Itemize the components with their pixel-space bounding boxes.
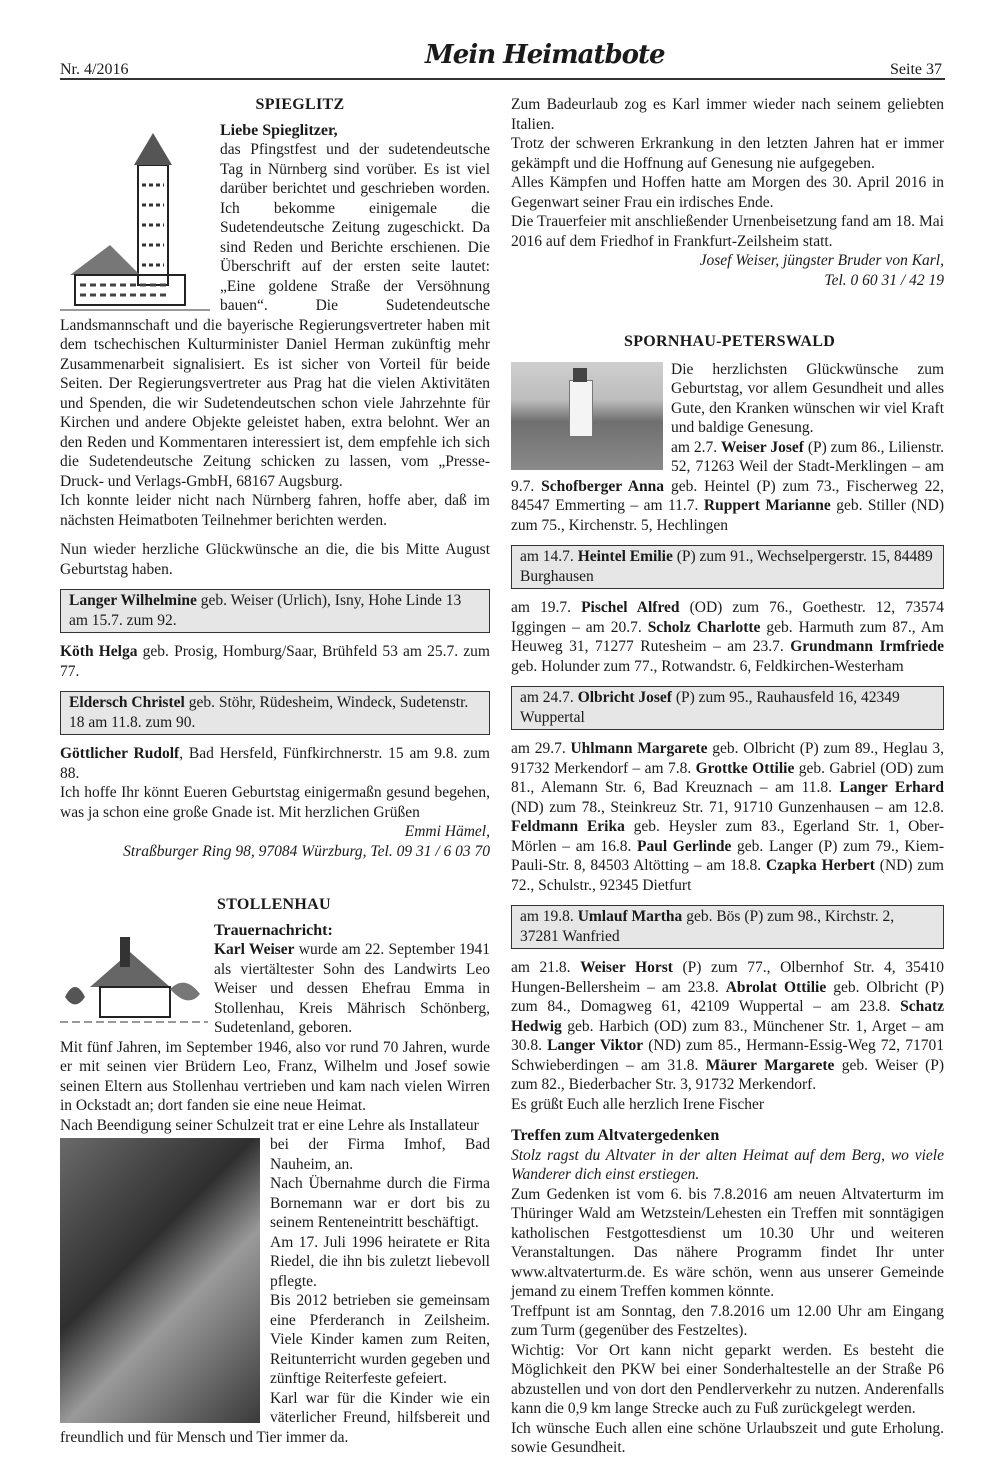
- paragraph: bei der Firma Imhof, Bad Nauheim, an.: [270, 1136, 490, 1173]
- entry-text: (P) zum 91., Wechselpergerstr. 15, 84489 Burghausen: [520, 548, 933, 585]
- newspaper-logo: Mein Heimatbote: [425, 40, 665, 70]
- entry-text: geb. Heysler zum 83., Egerland Str. 1, Ober-Mörlen – am 16.8.: [511, 818, 944, 855]
- entry-text: geb. Olbricht (P) zum 84., Domagweg 61, 42109 Wuppertal – am 23.8.: [511, 978, 944, 1015]
- person-name: Weiser Horst: [580, 959, 673, 976]
- person-name: Umlauf Martha: [577, 908, 683, 925]
- birthday-entry: [60, 744, 490, 783]
- entry-text: geb. Gabriel (OD) zum 81., Alemann Str. 6, Bad Kreuznach – am 11.8.: [511, 759, 944, 796]
- paragraph: das Pfingstfest und der sudetendeutsche Tag in Nürnberg sind vorüber. Es ist viel darüber berichtet und geschrieben worden. Ich bekomme einigemale die Sudetendeutsche Zeitung zugeschickt. Da sind Reden und Berichte erschienen. Die Überschrift auf der ersten seite lautet: „Eine goldene Straße der Versöhnung bauen“. Die Sudetendeutsche Landsmannschaft und die bayerische Regierungsvertreter haben mit dem tschechischen Kulturminister Daniel Herman zukünftig mehr Zusammenarbeit signalisiert. Es ist sicher von Vorteil für beide Seiten. Der Regierungsvertreter aus Prag hat die vielen Aktivitäten und Spenden, die wir Sudetendeutschen schon viele Jahrzehnte für Kirchen und andere Objekte geleistet haben, extra belohnt. Wer an den Reden und Kommentaren interessiert ist, dem empfehle ich sich die Sudetendeutsche Zeitung schicken zu lassen, vom „Presse-Druck- und Verlags-GmbH, 68167 Augsburg.: [60, 141, 490, 490]
- entry-text: am 14.7.: [520, 548, 578, 565]
- person-name: Mäurer Margarete: [705, 1056, 835, 1074]
- person-name: Abrolat Ottilie: [725, 978, 827, 996]
- entry-text: geb. Prosig, Homburg/Saar, Brühfeld 53 am 25.7. zum 77.: [60, 643, 490, 680]
- person-name: Langer Wilhelmine: [69, 592, 197, 609]
- issue-number: Nr. 4/2016: [60, 61, 129, 78]
- birthday-box: [511, 905, 944, 949]
- paragraph: Wichtig: Vor Ort kann nicht geparkt werden. Es besteht die Möglichkeit den PKW bei einer Sonderhaltestelle an der Straße P6 abzustellen und von dort den Pendlerverkehr zu nutzen. Anderenfalls kann die 0,9 km lange Strecke auch zu Fuß zurückgelegt werden.: [511, 1341, 944, 1417]
- entry-text: geb. Stiller (ND) zum 75., Kirchenstr. 5, Hechlingen: [511, 497, 944, 534]
- person-name: Göttlicher Rudolf: [60, 745, 180, 762]
- paragraph: Zum Badeurlaub zog es Karl immer wieder nach seinem geliebten Italien.: [511, 96, 944, 133]
- quote: Stolz ragst du Altvater in der alten Heimat auf dem Berg, wo viele Wanderer dich einst erstiegen.: [511, 1146, 944, 1183]
- entry-text: geb. Harbich (OD) zum 83., Münchener Str. 1, Arget – am 30.8.: [511, 1017, 944, 1054]
- section-title: SPORNHAU-PETERSWALD: [624, 333, 836, 350]
- entry-text: geb. Weiser (Urlich), Isny, Hohe Linde 13 am 15.7. zum 92.: [69, 592, 462, 629]
- birthday-box: [60, 691, 490, 735]
- entry-text: geb. Stöhr, Rüdesheim, Windeck, Sudetenstr. 18 am 11.8. zum 90.: [69, 694, 469, 731]
- birthday-entries: [511, 958, 944, 1095]
- entry-text: (ND) zum 78., Steinkreuz Str. 71, 91710 Gunzenhausen – am 12.8.: [511, 798, 944, 816]
- paragraph: Ich wünsche Euch allen eine schöne Urlaubszeit und gute Erholung. sowie Gesundheit.: [511, 1419, 944, 1456]
- entry-text: wurde am 22. September 1941 als viertältester Sohn des Landwirts Leo Weiser und dessen Ehefrau Emma in Stollenhau, Kreis Mährisch Schönberg, Sudetenland, geboren.: [214, 941, 490, 1036]
- section-title: SPIEGLITZ: [255, 96, 345, 113]
- left-column: [60, 95, 490, 1447]
- paragraph: Karl war für die Kinder wie ein väterlicher Freund, hilfsbereit und freundlich und für Mensch und Tier immer da.: [60, 1389, 490, 1446]
- entry-text: (P) zum 95., Rauhausfeld 16, 42349 Wuppertal: [520, 689, 900, 726]
- person-name: Czapka Herbert: [765, 857, 875, 874]
- entry-text: geb. Bös (P) zum 98., Kirchstr. 2, 37281 Wanfried: [520, 908, 895, 945]
- person-name: Eldersch Christel: [69, 694, 185, 711]
- entry-text: geb. Holunder zum 77., Rotwandstr. 6, Feldkirchen-Westerham: [511, 657, 904, 675]
- entry-text: (P) zum 86., Lilienstr. 52, 71263 Weil der Stadt-Merklingen – am 9.7.: [511, 438, 945, 495]
- paragraph: Bis 2012 betrieben sie gemeinsam eine Pferderanch in Zeilsheim. Viele Kinder kamen zum Reiten, Reitunterricht wurden gegeben und zünftige Reiterfeste gefeiert.: [270, 1292, 490, 1387]
- entry-text: geb. Olbricht (P) zum 89., Heglau 3, 91732 Merkendorf – am 7.8.: [511, 740, 944, 777]
- section-spieglitz: [60, 95, 490, 861]
- person-name: Grottke Ottilie: [695, 759, 795, 777]
- church-photo: [511, 362, 663, 470]
- paragraph: Mit fünf Jahren, im September 1946, also vor rund 70 Jahren, wurde er mit seinen vier Brüdern Leo, Franz, Wilhelm und Josef sowie seinen Eltern aus Stollenhau vertrieben und kam nach vielen Wirren in Ockstadt an; dort fanden sie eine neue Heimat.: [60, 1038, 490, 1114]
- section-stollenhau: [60, 895, 490, 1447]
- birthday-entries: [511, 739, 944, 895]
- birthday-entry: [60, 642, 490, 681]
- entry-text: am 24.7.: [520, 689, 578, 706]
- paragraph: Nach Beendigung seiner Schulzeit trat er eine Lehre als Installateur: [60, 1116, 479, 1134]
- entry-text: geb. Langer (P) zum 79., Kiem-Pauli-Str. 8, 84503 Altötting – am 18.8.: [511, 837, 945, 874]
- entry-text: geb. Weiser (P) zum 82., Biederbacher Str. 3, 91732 Merkendorf.: [511, 1056, 945, 1093]
- paragraph: Die herzlichsten Glückwünsche zum Geburtstag, vor allem Gesundheit und alles Gute, den Kranken wünschen wir viel Kraft und baldige Genesung.: [671, 360, 944, 436]
- paragraph: Die Trauerfeier mit anschließender Urnenbeisetzung fand am 18. Mai 2016 auf dem Friedhof in Frankfurt-Zeilsheim statt.: [511, 213, 944, 250]
- page-number: Seite 37: [890, 61, 942, 78]
- entry-text: am 19.8.: [520, 908, 578, 925]
- entry-text: (ND) zum 85., Hermann-Essig-Weg 72, 71701 Schwieberdingen – am 31.8.: [511, 1037, 944, 1074]
- person-name: Langer Viktor: [547, 1037, 644, 1054]
- person-name: Köth Helga: [60, 643, 138, 660]
- subheading: Treffen zum Altvatergedenken: [511, 1127, 720, 1144]
- paragraph: Nun wieder herzliche Glückwünsche an die, die bis Mitte August Geburtstag haben.: [60, 541, 490, 578]
- paragraph: Am 17. Juli 1996 heiratete er Rita Riedel, die ihn bis zuletzt liebevoll pflegte.: [270, 1233, 490, 1290]
- signature-address: Straßburger Ring 98, 97084 Würzburg, Tel. 09 31 / 6 03 70: [123, 842, 490, 860]
- person-name: Feldmann Erika: [511, 818, 625, 835]
- person-name: Langer Erhard: [839, 779, 944, 796]
- right-column: [511, 95, 944, 1458]
- person-name: Paul Gerlinde: [637, 837, 732, 855]
- village-illustration: [60, 927, 208, 1027]
- entry-text: (OD) zum 76., Goethestr. 12, 73574 Iggingen – am 20.7.: [511, 599, 944, 636]
- signature-phone: Tel. 0 60 31 / 42 19: [824, 271, 944, 289]
- paragraph: Ich hoffe Ihr könnt Eueren Geburtstag einigermaßn gesund begehen, was ja schon eine große Gnade ist. Mit herzlichen Grüßen: [60, 784, 490, 821]
- entry-text: (P) zum 77., Olbernhof Str. 4, 35410 Hungen-Bellersheim – am 23.8.: [511, 959, 944, 996]
- paragraph: Nach Übernahme durch die Firma Bornemann war er dort bis zu seinem Renteneintritt beschäftigt.: [270, 1175, 490, 1231]
- subtitle: Trauernachricht:: [214, 921, 333, 939]
- person-name: Ruppert Marianne: [703, 497, 831, 514]
- entry-text: am 19.7.: [511, 599, 582, 616]
- birthday-box: [60, 589, 490, 633]
- greeting: Liebe Spieglitzer,: [220, 121, 338, 139]
- paragraph: Treffpunt ist am Sonntag, den 7.8.2016 um 12.00 Uhr am Eingang zum Turm (gegenüber des Festzeltes).: [511, 1302, 944, 1339]
- person-name: Grundmann Irmfriede: [790, 638, 944, 655]
- person-name: Weiser Josef: [721, 438, 804, 456]
- paragraph: Trotz der schweren Erkrankung in den letzten Jahren hat er immer gekämpft und die Hoffnung auf Genesung nie aufgegeben.: [511, 135, 944, 172]
- entry-text: am 29.7.: [511, 740, 571, 757]
- section-title: STOLLENHAU: [217, 896, 331, 913]
- birthday-entries: [511, 598, 944, 676]
- tower-illustration: [60, 125, 212, 313]
- person-name: Schofberger Anna: [541, 477, 665, 495]
- paragraph: Ich konnte leider nicht nach Nürnberg fahren, hoffe aber, daß im nächsten Heimatboten Teilnehmer berichten werden.: [60, 492, 490, 529]
- birthday-box: [511, 545, 944, 589]
- signature-name: Josef Weiser, jüngster Bruder von Karl,: [699, 252, 944, 269]
- person-name: Pischel Alfred: [581, 599, 680, 616]
- entry-text: , Bad Hersfeld, Fünfkirchnerstr. 15 am 9.8. zum 88.: [60, 745, 490, 782]
- entry-text: am 2.7.: [671, 438, 722, 456]
- closing-greeting: Es grüßt Euch alle herzlich Irene Fischer: [511, 1095, 765, 1113]
- person-name: Scholz Charlotte: [647, 618, 761, 636]
- entry-text: (ND) zum 72., Schulstr., 92345 Dietfurt: [511, 857, 944, 894]
- entry-text: geb. Heintel (P) zum 73., Fischerweg 22, 84547 Emmerting – am 11.7.: [511, 477, 945, 514]
- person-name: Uhlmann Margarete: [570, 740, 708, 757]
- person-name: Karl Weiser: [214, 941, 295, 958]
- entry-text: geb. Harmuth zum 87., Am Heuweg 31, 71277 Rutesheim – am 23.7.: [511, 618, 944, 655]
- portrait-photo: [60, 1138, 260, 1423]
- header-rule: [60, 78, 945, 80]
- paragraph: Zum Gedenken ist vom 6. bis 7.8.2016 am neuen Altvaterturm im Thüringer Wald am Wetzstein/Lehesten ein Treffen mit sonntägigen katholischen Festgottesdienst um 10.30 Uhr und weiteren Veranstaltungen. Das nähere Programm findet Ihr unter www.altvaterturm.de. Es wäre schön, wenn aus unserer Gemeinde jemand zu einem Treffen kommen könnte.: [511, 1185, 944, 1300]
- person-name: Schatz Hedwig: [511, 998, 944, 1035]
- birthday-box: [511, 686, 944, 730]
- entry-text: am 21.8.: [511, 959, 581, 976]
- person-name: Heintel Emilie: [577, 548, 673, 565]
- person-name: Olbricht Josef: [577, 689, 672, 706]
- signature-name: Emmi Hämel,: [404, 823, 490, 840]
- paragraph: Alles Kämpfen und Hoffen hatte am Morgen des 30. April 2016 in Gegenwart seiner Frau ein irdisches Ende.: [511, 174, 944, 211]
